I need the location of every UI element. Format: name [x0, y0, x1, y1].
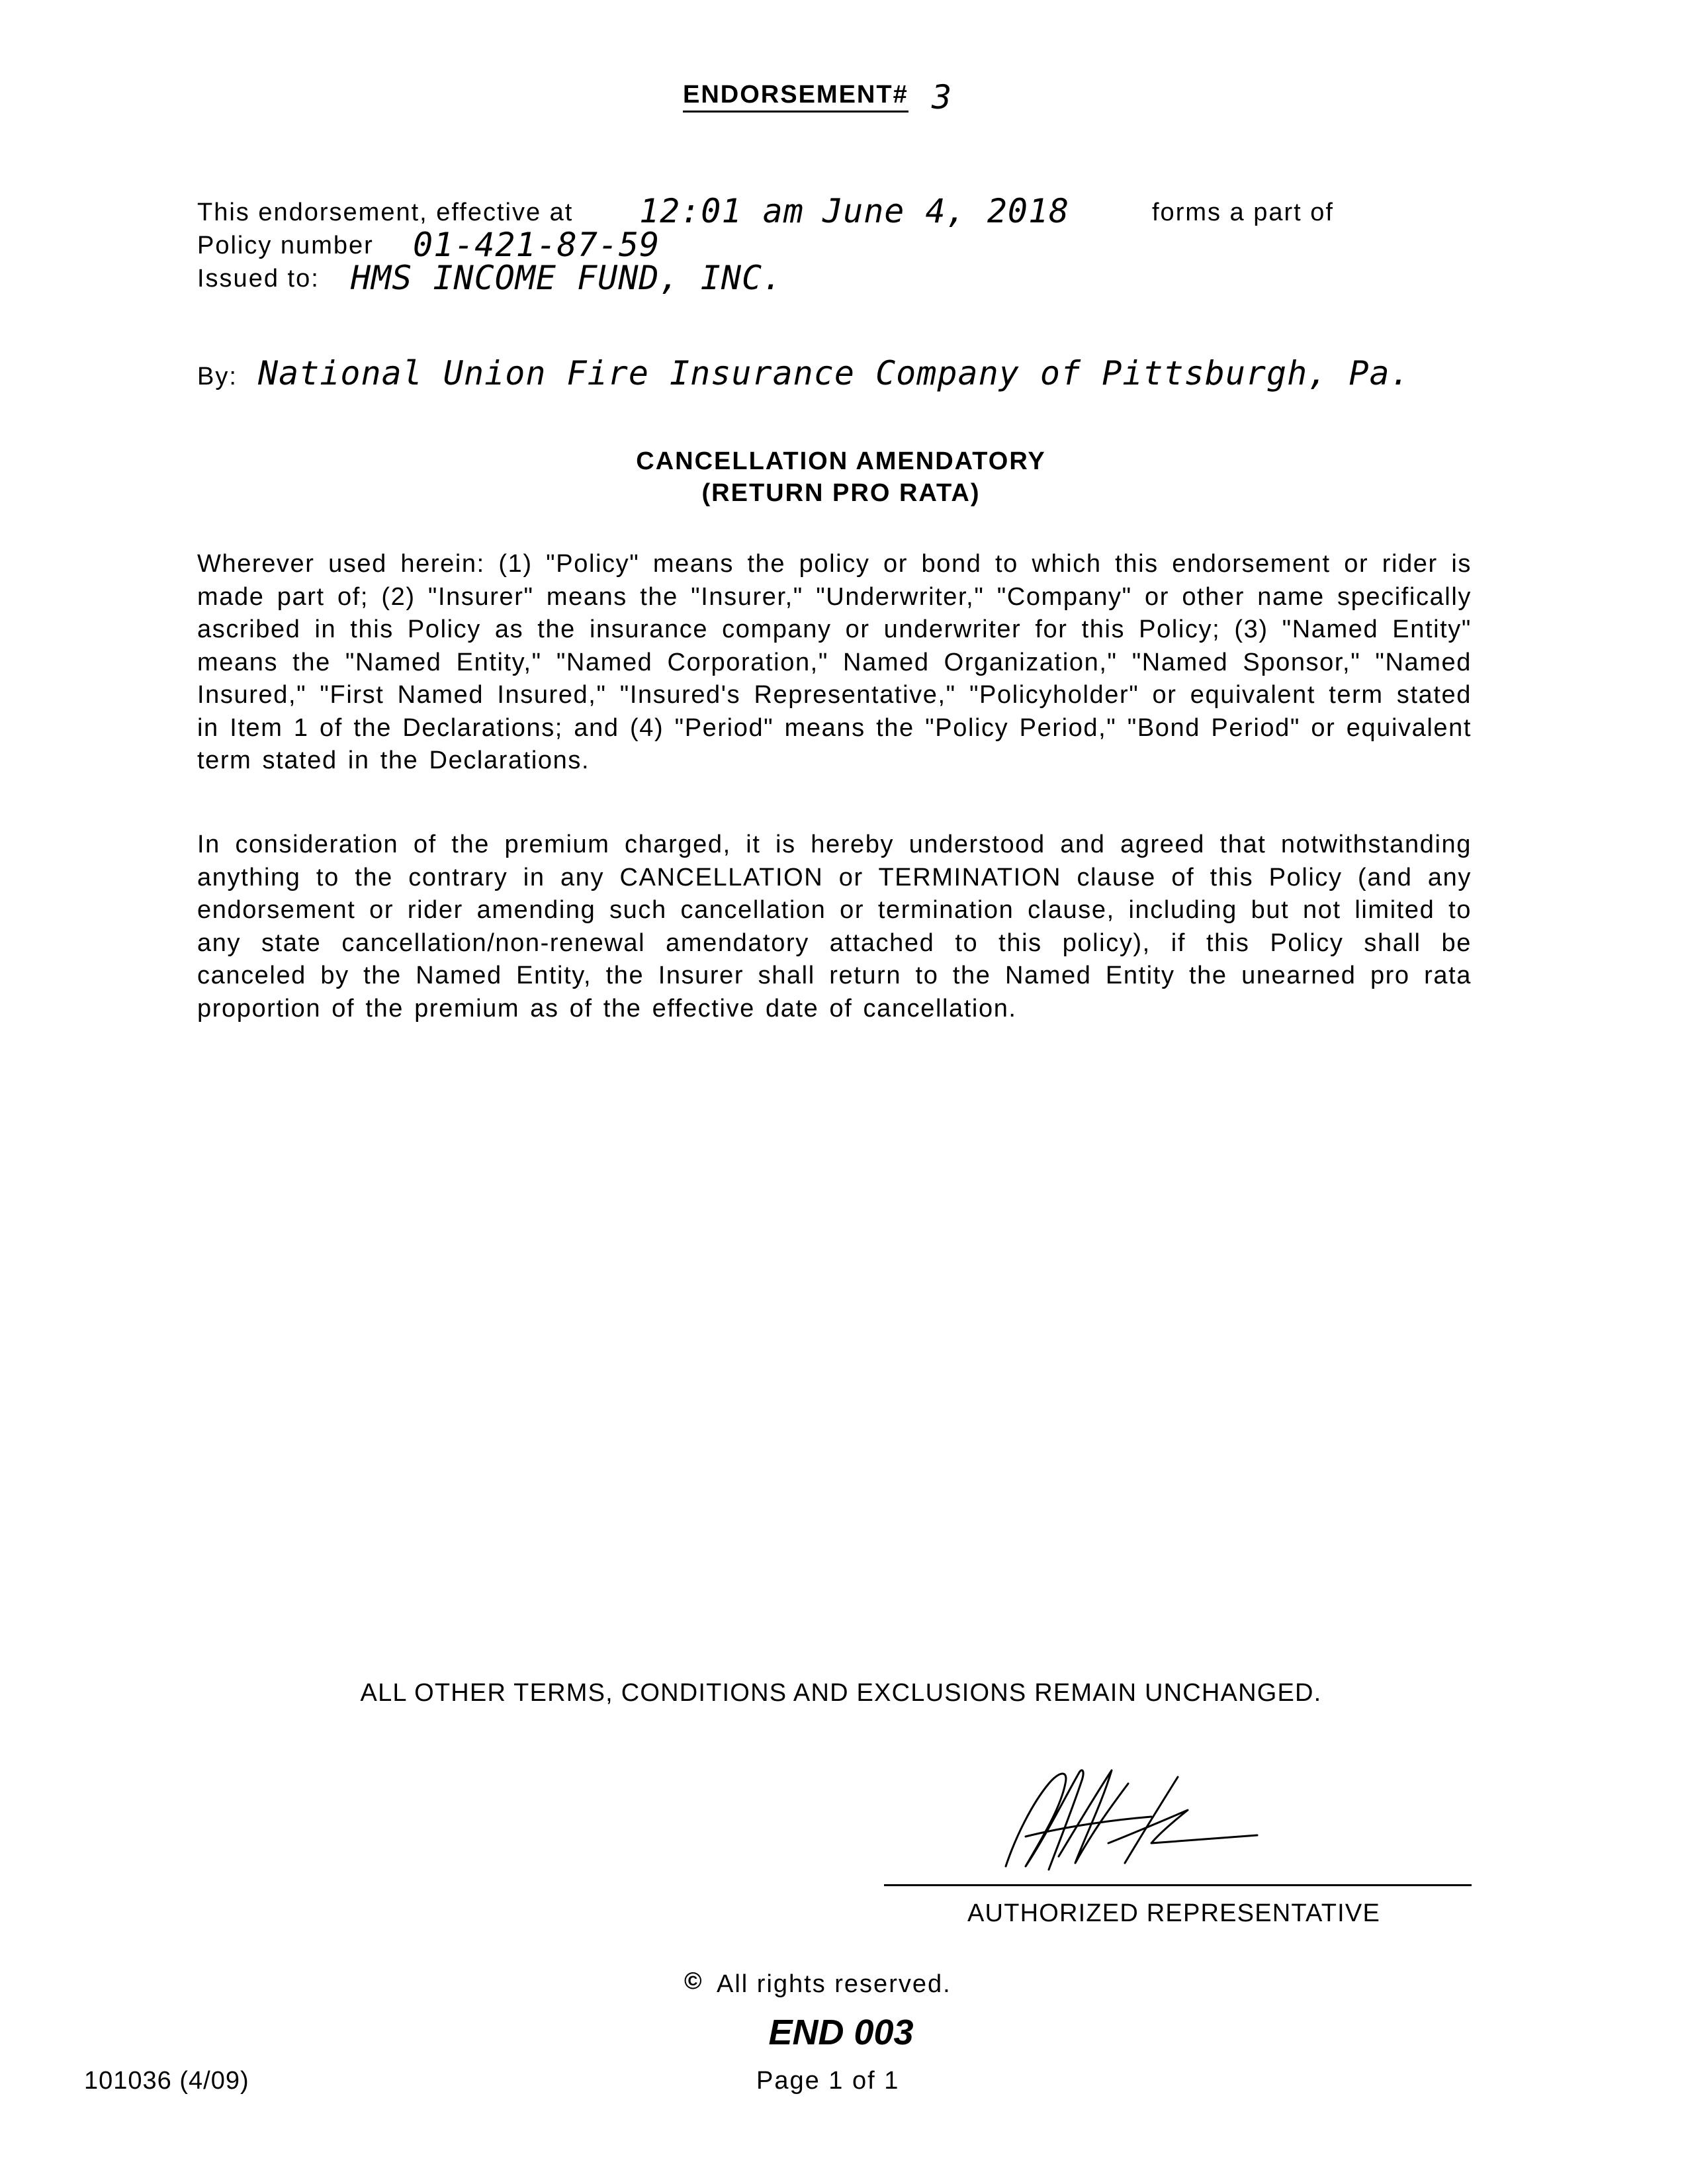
policy-number: 01-421-87-59: [413, 226, 660, 264]
signature: [986, 1757, 1264, 1883]
forms-part-label: forms a part of: [1152, 199, 1334, 226]
form-number: 101036 (4/09): [84, 2067, 249, 2095]
endorsement-heading: ENDORSEMENT#: [683, 81, 908, 113]
issued-to-label: Issued to:: [197, 265, 320, 293]
body-paragraph-2: [197, 829, 1472, 1025]
copyright-icon: ©: [684, 1967, 702, 1994]
form-title-line1: CANCELLATION AMENDATORY: [636, 447, 1046, 475]
policy-number-label: Policy number: [197, 232, 374, 259]
body-paragraph-1: [197, 548, 1472, 778]
unchanged-notice: ALL OTHER TERMS, CONDITIONS AND EXCLUSIONS REMAIN UNCHANGED.: [360, 1679, 1322, 1707]
insurer-name: National Union Fire Insurance Company of Pittsburgh, Pa.: [258, 354, 1411, 392]
effective-time: 12:01 am: [639, 192, 804, 230]
effective-label: This endorsement, effective at: [197, 199, 574, 226]
effective-date: June 4, 2018: [822, 192, 1070, 230]
end-code: END 003: [768, 2013, 914, 2052]
page-indicator: Page 1 of 1: [756, 2067, 900, 2095]
endorsement-number: 3: [932, 78, 953, 116]
cancellation-text: In consideration of the premium charged, it is hereby understood and agreed that notwithstanding anything to the contrary in any CANCELLATION or TERMINATION clause of this Policy (and any endorsement or rider amending such cancellation or termination clause, including but not limited to any state cancellation/non-renewal amendatory attached to this policy), if this Policy shall be canceled by the Named Entity, the Insurer shall return to the Named Entity the unearned pro rata proportion of the premium as of the effective date of cancellation.: [197, 831, 1472, 1023]
signature-line: [884, 1884, 1472, 1886]
copyright-text: All rights reserved.: [717, 1970, 952, 1998]
by-label: By:: [197, 363, 238, 390]
authorized-representative-label: AUTHORIZED REPRESENTATIVE: [967, 1899, 1380, 1927]
issued-to: HMS INCOME FUND, INC.: [351, 259, 783, 297]
form-title-line2: (RETURN PRO RATA): [701, 479, 981, 507]
definitions-text: Wherever used herein: (1) "Policy" means the policy or bond to which this endorsement or rider is made part of; (2) "Insurer" means the "Insurer," "Underwriter," "Company" or other name specifically ascribed in this Policy as the insurance company or underwriter for this Policy; (3) "Named Entity" means the "Named Entity," "Named Corporation," Named Organization," "Named Sponsor," "Named Insured," "First Named Insured," "Insured's Representative," "Policyholder" or equivalent term stated in Item 1 of the Declarations; and (4) "Period" means the "Policy Period," "Bond Period" or equivalent term stated in the Declarations.: [197, 550, 1472, 774]
